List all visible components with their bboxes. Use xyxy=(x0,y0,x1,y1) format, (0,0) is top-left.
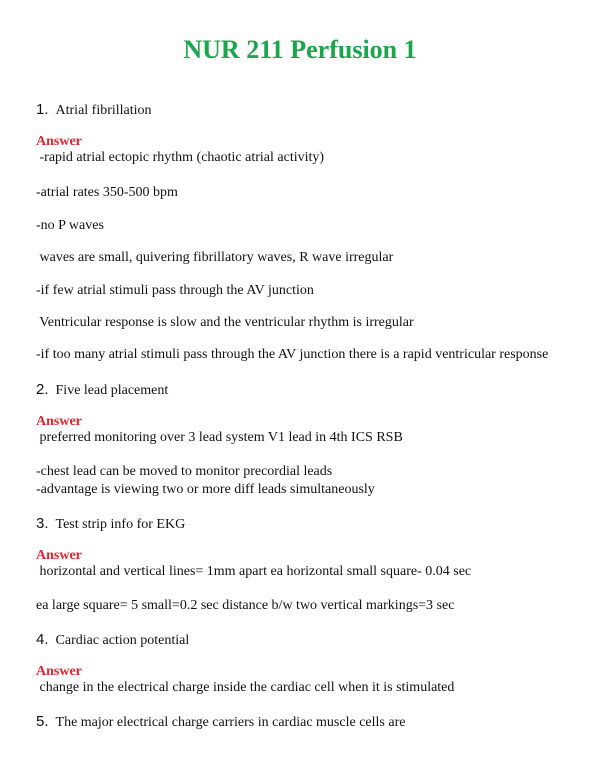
answer-label: Answer xyxy=(36,414,82,429)
answer-line: -advantage is viewing two or more diff leads simultaneously xyxy=(36,482,375,497)
question-5 xyxy=(36,713,405,732)
answer-label: Answer xyxy=(36,664,82,679)
question-text: Test strip info for EKG xyxy=(55,517,186,532)
answer-label: Answer xyxy=(36,548,82,563)
question-4 xyxy=(36,631,189,650)
question-number: 4. xyxy=(36,631,49,648)
question-text: Atrial fibrillation xyxy=(55,103,152,118)
question-2 xyxy=(36,381,168,400)
question-text: Cardiac action potential xyxy=(55,633,190,648)
answer-line: -no P waves xyxy=(36,218,104,233)
page-title: NUR 211 Perfusion 1 xyxy=(183,35,417,64)
answer-line: Ventricular response is slow and the ventricular rhythm is irregular xyxy=(36,315,414,330)
answer-line: preferred monitoring over 3 lead system V1 lead in 4th ICS RSB xyxy=(36,430,403,445)
question-number: 5. xyxy=(36,713,49,730)
answer-line: horizontal and vertical lines= 1mm apart ea horizontal small square- 0.04 sec xyxy=(36,564,472,579)
answer-line: -chest lead can be moved to monitor precordial leads xyxy=(36,464,333,479)
answer-label: Answer xyxy=(36,134,82,149)
question-number: 1. xyxy=(36,101,49,118)
question-text: Five lead placement xyxy=(55,383,169,398)
answer-line: -rapid atrial ectopic rhythm (chaotic atrial activity) xyxy=(36,150,325,165)
answer-line: -atrial rates 350-500 bpm xyxy=(36,185,178,200)
answer-line: ea large square= 5 small=0.2 sec distance b/w two vertical markings=3 sec xyxy=(36,598,455,613)
question-text: The major electrical charge carriers in cardiac muscle cells are xyxy=(55,715,406,730)
question-number: 3. xyxy=(36,515,49,532)
question-3 xyxy=(36,515,185,534)
answer-line: -if too many atrial stimuli pass through the AV junction there is a rapid ventricular response xyxy=(36,347,549,362)
question-1 xyxy=(36,101,152,120)
answer-line: change in the electrical charge inside the cardiac cell when it is stimulated xyxy=(36,680,455,695)
answer-line: waves are small, quivering fibrillatory waves, R wave irregular xyxy=(36,250,394,265)
answer-line: -if few atrial stimuli pass through the AV junction xyxy=(36,283,314,298)
question-number: 2. xyxy=(36,381,49,398)
